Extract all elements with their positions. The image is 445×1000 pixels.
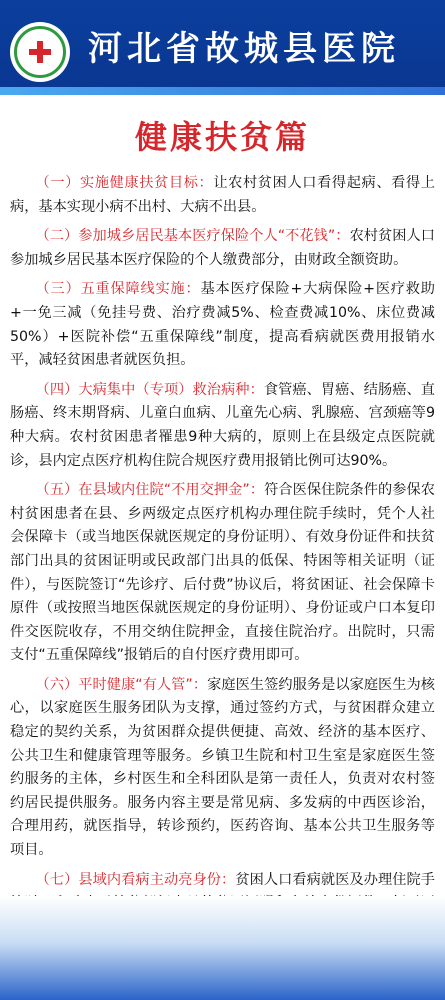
section-4 <box>10 379 435 473</box>
section-heading: （三）五重保障线实施： <box>35 281 201 298</box>
logo-ring <box>14 26 66 78</box>
section-heading: （一）实施健康扶贫目标： <box>35 175 214 191</box>
policy-content <box>10 172 435 945</box>
section-heading: （五）在县域内住院“不用交押金”： <box>35 482 265 499</box>
hospital-name: 河北省故城县医院 <box>88 29 400 69</box>
section-1 <box>10 172 435 219</box>
section-3 <box>10 278 435 372</box>
hospital-logo-icon <box>10 22 70 82</box>
section-5 <box>10 479 435 668</box>
section-heading: （七）县域内看病主动亮身份： <box>35 871 236 888</box>
header-stripe <box>0 87 445 95</box>
section-2 <box>10 225 435 272</box>
section-body: 让农村贫困人口看得起病、看得上病，基本实现小病不出村、大病不出县。 <box>10 175 435 215</box>
bottom-gradient-band <box>0 896 445 1000</box>
section-6 <box>10 674 435 863</box>
section-heading: （二）参加城乡居民基本医疗保险个人“不花钱”： <box>35 228 350 245</box>
section-body: 食管癌、胃癌、结肠癌、直肠癌、终末期肾病、儿童白血病、儿童先心病、乳腺癌、宫颈癌等9种大病。农村贫困患者罹患9种大病的，原则上在县级定点医院就诊，县内定点医疗机构住院合规医疗费用报销比例可达90%。 <box>10 381 435 469</box>
section-heading: （六）平时健康“有人管”： <box>35 676 208 693</box>
header-banner <box>0 0 445 95</box>
page-title: 健康扶贫篇 <box>134 118 310 156</box>
section-body: 家庭医生签约服务是以家庭医生为核心，以家庭医生服务团队为支撑，通过签约方式，与贫困群众建立稳定的契约关系，为贫困群众提供便捷、高效、经济的基本医疗、公共卫生和健康管理等服务。乡镇卫生院和村卫生室是家庭医生签约服务的主体，乡村医生和全科团队是第一责任人，负责对农村签约居民提供服务。服务内容主要是常见病、多发病的中西医诊治，合理用药，就医指导，转诊预约，医药咨询、基本公共卫生服务等项目。 <box>10 676 435 859</box>
red-cross-icon <box>29 41 51 63</box>
section-heading: （四）大病集中（专项）救治病种： <box>35 381 264 398</box>
section-body: 农村贫困人口参加城乡居民基本医疗保险的个人缴费部分，由财政全额资助。 <box>10 228 435 268</box>
section-body: 符合医保住院条件的参保农村贫困患者在县、乡两级定点医疗机构办理住院手续时，凭个人社会保障卡（或当地医保就医规定的身份证明）、有效身份证件和扶贫部门出具的贫困证明或民政部门出具的低保、特困等相关证明（证件），与医院签订“先诊疗、后付费”协议后，将贫困证、社会保障卡原件（或按照当地医保就医规定的身份证明）、身份证或户口本复印件交医院收存，不用交纳住院押金，直接住院治疗。出院时，只需支付“五重保障线”报销后的自付医疗费用即可。 <box>10 482 435 664</box>
section-body: 贫困人口看病就医及办理住院手 <box>235 871 435 888</box>
section-body: 基本医疗保险+大病保险+医疗救助+一免三减（免挂号费、治疗费减5%、检查费减10%、床位费减50%）+医院补偿“五重保障线”制度，提高看病就医费用报销水平，减轻贫困患者就医负担。 <box>10 281 435 369</box>
